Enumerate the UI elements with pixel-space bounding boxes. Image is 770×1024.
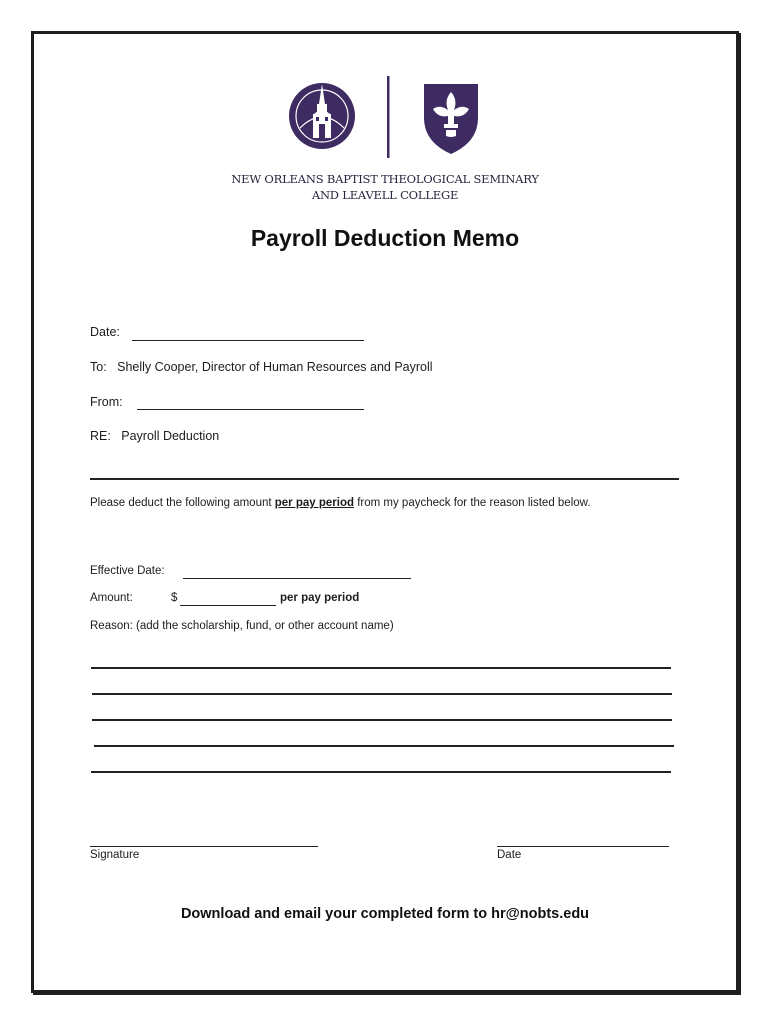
amount-input-line[interactable]	[180, 605, 276, 606]
institution-logo	[286, 76, 482, 160]
footer-instruction: Download and email your completed form to hr@nobts.edu	[180, 906, 590, 922]
re-value: Payroll Deduction	[121, 429, 220, 443]
effective-date-input-line[interactable]	[183, 578, 411, 579]
re-label: RE:	[90, 429, 111, 443]
reason-line-1[interactable]	[91, 667, 671, 669]
signature-label: Signature	[90, 849, 140, 861]
instruction-after: from my paycheck for the reason listed below.	[354, 497, 591, 509]
reason-line-4[interactable]	[94, 745, 674, 747]
instruction-emphasis: per pay period	[274, 497, 355, 509]
seminary-seal-icon	[286, 76, 482, 160]
to-label: To:	[90, 360, 107, 374]
amount-label: Amount:	[90, 592, 133, 604]
from-label: From:	[90, 395, 123, 409]
signature-input-line[interactable]	[90, 846, 318, 847]
org-name-line1: NEW ORLEANS BAPTIST THEOLOGICAL SEMINARY	[231, 172, 539, 186]
from-input-line[interactable]	[137, 409, 364, 410]
reason-label: Reason: (add the scholarship, fund, or other account name)	[90, 620, 394, 632]
page-title: Payroll Deduction Memo	[250, 225, 520, 251]
date-label: Date:	[90, 325, 120, 339]
reason-line-2[interactable]	[92, 693, 672, 695]
to-line	[90, 360, 433, 374]
section-divider	[90, 478, 679, 480]
reason-line-3[interactable]	[92, 719, 672, 721]
amount-prefix: $	[171, 592, 178, 604]
date-input-line[interactable]	[132, 340, 364, 341]
re-line	[90, 429, 219, 443]
reason-line-5[interactable]	[91, 771, 671, 773]
signature-date-label: Date	[497, 849, 522, 861]
org-name-line2: AND LEAVELL COLLEGE	[311, 188, 459, 202]
to-value: Shelly Cooper, Director of Human Resources and Payroll	[117, 360, 433, 374]
instruction-text	[90, 497, 591, 509]
effective-date-label: Effective Date:	[90, 565, 165, 577]
instruction-before: Please deduct the following amount	[90, 497, 275, 509]
amount-suffix: per pay period	[280, 592, 360, 604]
signature-date-input-line[interactable]	[497, 846, 669, 847]
